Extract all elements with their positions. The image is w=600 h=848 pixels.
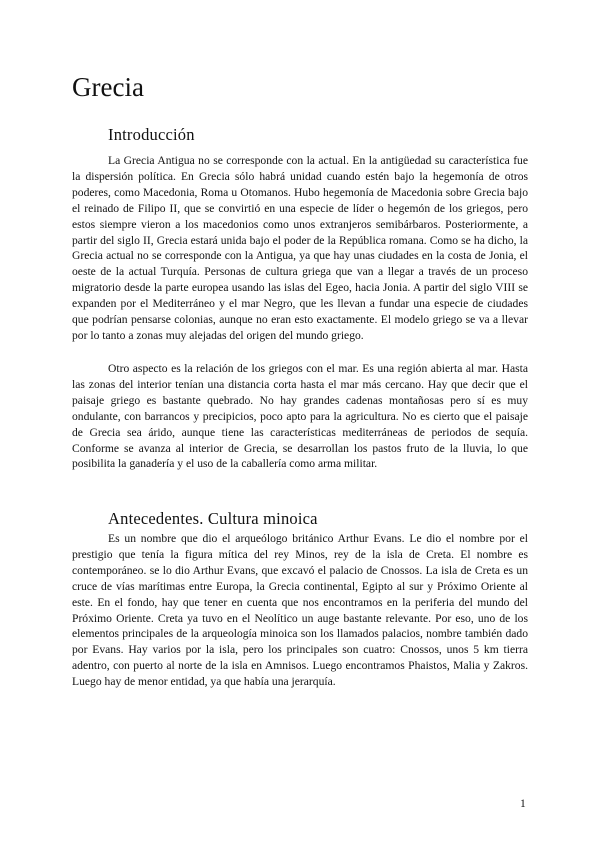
section-heading-introduccion: Introducción <box>108 125 195 144</box>
page-number: 1 <box>520 797 526 810</box>
paragraph: Es un nombre que dio el arqueólogo británico Arthur Evans. Le dio el nombre por el prestigio que tenía la figura mítica del rey Minos, rey de la isla de Creta. El nombre es contemporáneo. se lo dio Arthur Evans, que excavó el palacio de Cnossos. La isla de Creta es un cruce de vías marítimas entre Europa, la Grecia continental, Egipto al sur y Próximo Oriente al este. En el fondo, hay que tener en cuenta que nos encontramos en la periferia del mundo del Próximo Oriente. Creta ya tuvo en el Neolítico un auge bastante relevante. Por eso, uno de los elementos principales de la arqueología minoica son los llamados palacios, nombre también dado por Evans. Hay varios por la isla, pero los principales son cuatro: Cnossos, unos 5 km tierra adentro, con puerto al norte de la isla en Amnisos. Luego encontramos Phaistos, Malia y Zakros. Luego hay de menor entidad, ya que había una jerarquía. <box>72 532 528 689</box>
paragraph: La Grecia Antigua no se corresponde con la actual. En la antigüedad su característica fue la dispersión política. En Grecia sólo habrá unidad cuando estén bajo la hegemonía de otros poderes, como Macedonia, Roma u Otomanos. Hubo hegemonía de Macedonia sobre Grecia bajo el reinado de Filipo II, que se convirtió en una especie de líder o hegemón de los griegos, pero estos siempre vieron a los macedonios como unos extranjeros semibárbaros. Posteriormente, a partir del siglo II, Grecia estará unida bajo el poder de la República romana. Como se ha dicho, la Grecia actual no se corresponde con la Antigua, ya que hay unas ciudades en la costa de Jonia, el oeste de la actual Turquía. Personas de cultura griega que van a llegar a través de un proceso migratorio desde la parte europea usando las islas del Egeo, hacia Jonia. A partir del siglo VIII se expanden por el Mediterráneo y el mar Negro, que les llevan a fundar una especie de ciudades que podrían pensarse colonias, aunque no eran esto exactamente. El modelo griego se va a llevar por lo tanto a zonas muy alejadas del origen del mundo griego. <box>72 154 528 342</box>
document-title: Grecia <box>72 72 144 102</box>
section-heading-antecedentes: Antecedentes. Cultura minoica <box>108 509 318 528</box>
paragraph: Otro aspecto es la relación de los griegos con el mar. Es una región abierta al mar. Hasta las zonas del interior tenían una distancia corta hasta el mar más cercano. Hay que decir que el paisaje griego es bastante quebrado. No hay grandes cadenas montañosas pero sí es muy ondulante, con barrancos y precipicios, poco apto para la agricultura. No es cierto que el paisaje de Grecia sea árido, aunque tiene las características mediterráneas de periodos de sequía. Conforme se avanza al interior de Grecia, se desarrollan los pastos fruto de la lluvia, lo que posibilita la ganadería y el uso de la caballería como arma militar. <box>72 362 528 471</box>
